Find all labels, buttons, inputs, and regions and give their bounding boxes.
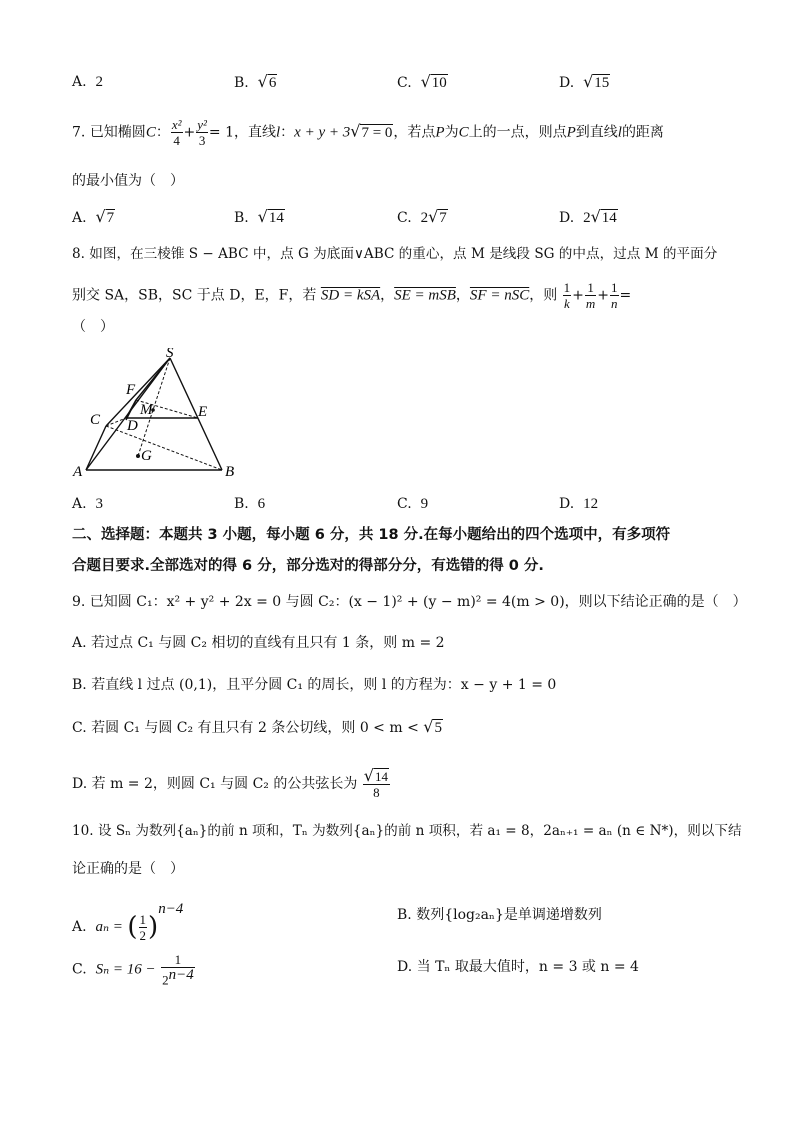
q9-option-b: B. 若直线 l 过点 (0,1)，且平分圆 C₁ 的周长，则 l 的方程为：x − y + 1 = 0 (72, 677, 557, 693)
section2-heading-line1: 二、选择题：本题共 3 小题，每小题 6 分，共 18 分.在每小题给出的四个选项中，有多项符 (72, 527, 671, 543)
q8-stem-line1: 8. 如图，在三棱锥 S − ABC 中，点 G 为底面∨ABC 的重心，点 M 是线段 SG 的中点，过点 M 的平面分 (72, 246, 718, 262)
q10-option-b: B. 数列{log₂aₙ}是单调递增数列 (397, 907, 602, 923)
q6-option-a: A. 2 (72, 74, 103, 90)
q7-stem-line1: 7. 已知椭圆C： $\frac{\text{x²}}{4}$ + $\frac{\text{y²}}{3}$ = 1，直线l：x + y + 3√7 = 0，若点P为C上的一点，则点P到直线l的距离 (72, 117, 664, 148)
frac-y2-over-3: $\frac{\text{y²}}{3}$ (197, 117, 207, 148)
label-c: C (90, 412, 101, 428)
q9-stem: 9. 已知圆 C₁：x² + y² + 2x = 0 与圆 C₂：(x − 1)² + (y − m)² = 4(m > 0)，则以下结论正确的是（ ） (72, 594, 747, 610)
q8-stem-line3: （ ） (72, 319, 114, 335)
point-g (136, 454, 140, 458)
label-m: M (140, 402, 153, 418)
q9-option-a: A. 若过点 C₁ 与圆 C₂ 相切的直线有且只有 1 条，则 m = 2 (72, 635, 445, 651)
q6-option-c: C. √10 (397, 72, 447, 91)
q10-stem-line2: 论正确的是（ ） (72, 861, 184, 877)
frac-x2-over-4: $\frac{\text{x²}}{4}$ (171, 117, 182, 148)
q8-option-b: B. 6 (234, 496, 266, 512)
q7-option-b: B. √14 (234, 207, 284, 226)
label-s: S (166, 348, 174, 361)
q7-option-a: A. √7 (72, 207, 115, 226)
q10-option-c: C. Sₙ = 16 − $\frac{1}{2^{n-4}}$ (72, 952, 194, 988)
label-f: F (126, 382, 136, 398)
label-d: D (127, 418, 138, 434)
q7-stem-line2: 的最小值为（ ） (72, 173, 184, 189)
q10-option-a: A. aₙ = ( $\frac{1}{2}$ )$^{n-4}$ (72, 901, 184, 943)
q9-option-c: C. 若圆 C₁ 与圆 C₂ 有且只有 2 条公切线，则 0 < m < √5 (72, 717, 442, 736)
q10-stem-line1: 10. 设 Sₙ 为数列{aₙ}的前 n 项和，Tₙ 为数列{aₙ}的前 n 项积，若 a₁ = 8，2aₙ₊₁ = aₙ (n ∈ N*)，则以下结 (72, 823, 742, 839)
section2-heading-line2: 合题目要求.全部选对的得 6 分，部分选对的得部分分，有选错的得 0 分. (72, 558, 544, 574)
q6-option-b: B. √6 (234, 72, 277, 91)
q8-option-c: C. 9 (397, 496, 429, 512)
q6-option-d: D. √15 (559, 72, 610, 91)
q8-option-a: A. 3 (72, 496, 103, 512)
label-g: G (141, 448, 152, 464)
label-e: E (198, 404, 208, 420)
label-a: A (73, 464, 83, 478)
q10-option-d: D. 当 Tₙ 取最大值时，n = 3 或 n = 4 (397, 959, 639, 975)
q8-option-d: D. 12 (559, 496, 599, 512)
q8-stem-line2: 别交 SA，SB，SC 于点 D，E，F，若 SD = kSA，SE = mSB，SF = nSC，则 $\frac{1}{k}$ + $\frac{1}{m}$ + $\frac{1}{n}$ = (72, 280, 632, 311)
label-b: B (225, 464, 235, 478)
q7-option-c: C. 2√7 (397, 207, 447, 226)
tetrahedron-figure (70, 348, 250, 478)
q9-option-d: D. 若 m = 2，则圆 C₁ 与圆 C₂ 的公共弦长为 $\frac{√14}{8}$ (72, 766, 388, 800)
q7-option-d: D. 2√14 (559, 207, 617, 226)
